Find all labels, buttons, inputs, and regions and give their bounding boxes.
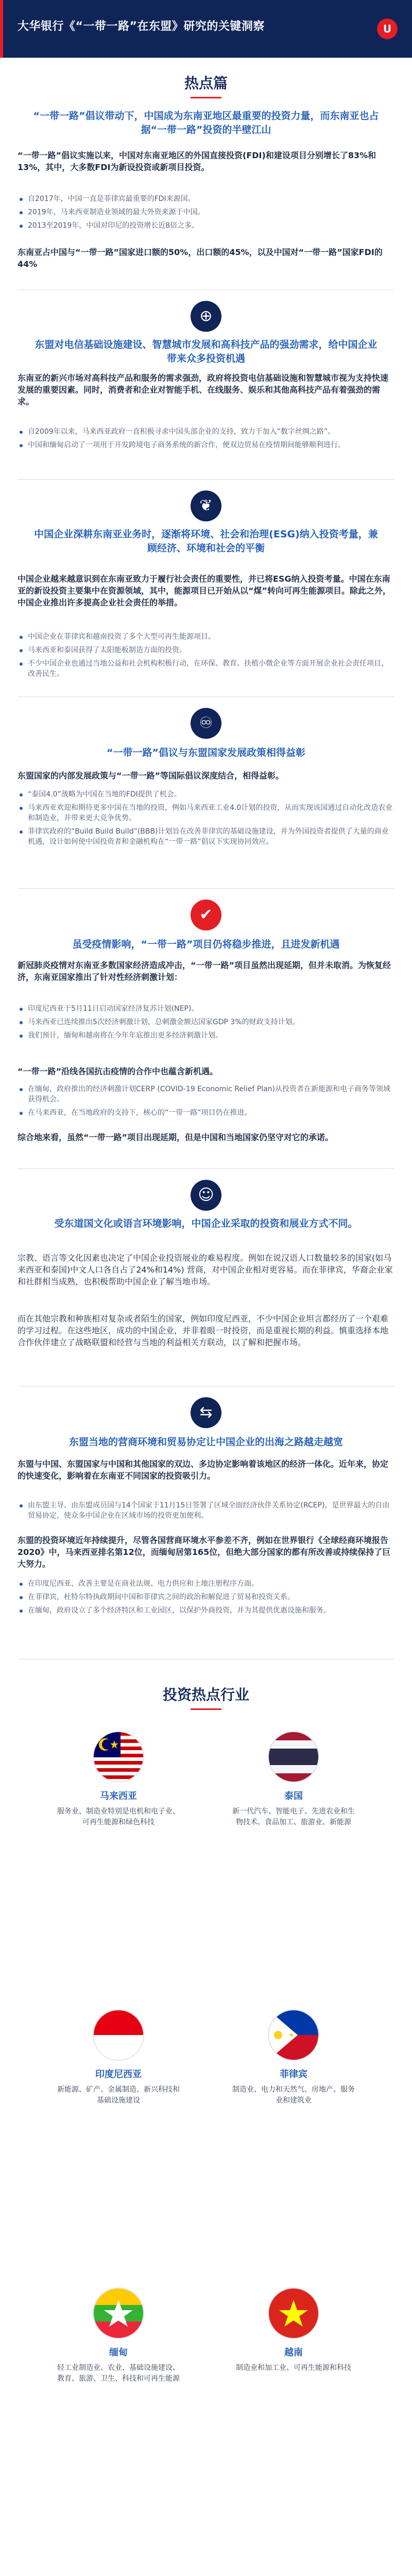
sec3-bullet-list bbox=[18, 632, 394, 682]
country-industries: 服务业、制造业特别是电机和电子业、可再生能源和绿色科技 bbox=[57, 1807, 180, 1826]
sec5-paragraph-2: “一带一路”沿线各国抗击疫情的合作中也蕴含新机遇。 bbox=[18, 1066, 218, 1076]
list-item: 在菲律宾，杜特尔特执政期间中国和菲律宾之间的政治和解促进了贸易和投资关系。 bbox=[18, 1592, 394, 1602]
divider bbox=[18, 479, 394, 480]
divider bbox=[18, 1168, 394, 1169]
country-industries: 制造业、电力和天然气、房地产、服务业和建筑业 bbox=[232, 2086, 355, 2105]
list-item: 2019年，马来西亚制造业领域的最大外资来源于中国。 bbox=[18, 207, 394, 217]
sec7-paragraph-1: 东盟与中国、东盟国家与中国和其他国家的双边、多边协定影响着该地区的经济一体化。近年来，协定的快速变化，影响着在东南亚不同国家的投资吸引力。 bbox=[18, 1459, 389, 1481]
sec4-subtitle: “一带一路”倡议与东盟国家发展政策相得益彰 bbox=[107, 747, 305, 758]
malaysia-flag-icon bbox=[93, 1731, 144, 1783]
country-name: 菲律宾 bbox=[280, 2069, 307, 2080]
sec6-subtitle: 受东道国文化或语言环境影响，中国企业采取的投资和展业方式不同。 bbox=[54, 1218, 358, 1229]
country-card-vietnam bbox=[227, 2287, 360, 2374]
sec5-bullet-list-2 bbox=[18, 1084, 394, 1121]
sec7-subtitle: 东盟当地的营商环境和贸易协定让中国企业的出海之路越走越宽 bbox=[68, 1436, 343, 1448]
sec3-subtitle: 中国企业深耕东南亚业务时，逐渐将环境、社会和治理(ESG)纳入投资考量，兼顾经济、环境和社会的平衡 bbox=[34, 529, 378, 554]
country-industries: 新一代汽车、智能电子、先进农业和生物技术、食品加工、旅游业、新能源 bbox=[232, 1807, 355, 1826]
sec7-bullet-list-1 bbox=[18, 1500, 394, 1524]
list-item: 自2017年，中国一直是菲律宾最重要的FDI来源国。 bbox=[18, 194, 394, 204]
indonesia-flag-icon bbox=[93, 2009, 144, 2061]
country-name: 越南 bbox=[284, 2347, 303, 2358]
list-item: 2013至2019年，中国对印尼的投资增长近8倍之多。 bbox=[18, 221, 394, 231]
list-item: 在缅甸，政府推出的经济刺激计划CERP (COVID-19 Economic Relief Plan)从投资者在新能源和电子商务等领域获得机会。 bbox=[18, 1084, 394, 1105]
check-badge-icon: ✔ bbox=[191, 900, 221, 930]
sec5-paragraph-3: 综合地来看，虽然“一带一路”项目出现延期，但是中国和当地国家仍坚守对它的承诺。 bbox=[18, 1132, 334, 1142]
divider bbox=[18, 888, 394, 889]
country-name: 印度尼西亚 bbox=[95, 2069, 142, 2080]
country-card-philippines bbox=[227, 2009, 360, 2106]
country-card-thailand bbox=[227, 1731, 360, 1828]
sec1-paragraph-1: “一带一路”倡议实施以来，中国对东南亚地区的外国直接投资(FDI)和建设项目分别增长了83%和13%，其中，大多数FDI为新设投资或新项目投资。 bbox=[18, 150, 376, 172]
list-item: 不少中国企业也通过当地公益和社会机构积极行动，在环保、教育、扶植小微企业等方面开展企业社会责任项目，改善民生。 bbox=[18, 658, 394, 679]
list-item: 在印度尼西亚，改善主要是在商业法规、电力供应和土地注册程序方面。 bbox=[18, 1579, 394, 1589]
leaf-icon: ❦ bbox=[191, 490, 221, 521]
sec4-bullet-list bbox=[18, 789, 394, 850]
myanmar-flag-icon bbox=[93, 2287, 144, 2339]
section-heading-hotspots: 热点篇 bbox=[0, 72, 412, 98]
sec1-paragraph-2: 东南亚占中国与“一带一路”国家进口额的50%，出口额的45%，以及中国对“一带一路”国家FDI的44% bbox=[18, 247, 383, 269]
list-item: 马来西亚欢迎和期待更多中国在当地的投资，例如马来西亚工业4.0计划的投资，从而实现该国通过自动化改造农业和制造业，并带来更大竞争优势。 bbox=[18, 803, 394, 823]
list-item: 马来西亚已连续推出5次经济刺激计划，总刺激金额达国家GDP 3%的财政支持计划。 bbox=[18, 1017, 394, 1027]
vietnam-flag-icon bbox=[268, 2287, 319, 2339]
sec5-bullet-list-1 bbox=[18, 1004, 394, 1044]
handshake-icon: ♾ bbox=[191, 708, 221, 739]
list-item: 自2009年以来，马来西亚政府一直积极寻求中国头部企业的支持，致力于加入“数字丝绸之路”。 bbox=[18, 427, 394, 437]
sec2-bullet-list bbox=[18, 427, 394, 453]
sec2-subtitle: 东盟对电信基础设施建设、智慧城市发展和高科技产品的强劲需求，给中国企业带来众多投资机遇 bbox=[35, 339, 377, 364]
list-item: 在马来西亚，在当地政府的支持下，核心的“一带一路”项目仍在推进。 bbox=[18, 1108, 394, 1118]
country-card-indonesia bbox=[52, 2009, 185, 2106]
header-banner bbox=[0, 0, 412, 58]
sec1-bullet-list bbox=[18, 194, 394, 234]
list-item: 由东盟主导、由东盟成员国与14个国家于11月15日签署了区域全面经济伙伴关系协定(RCEP)，是世界最大的自由贸易协定，使众多中国企业在区域市场的投资更加便利。 bbox=[18, 1500, 394, 1521]
sec7-paragraph-2: 东盟的投资环境近年持续提升，尽管各国营商环境水平参差不齐，例如在世界银行《全球经商环境报告2020》中，马来西亚排名第12位，而缅甸居第165位，但绝大部分国家的都有所改善或持续保持了巨大努力。 bbox=[18, 1535, 391, 1569]
sec6-paragraph-1: 宗教、语言等文化因素也决定了中国企业投资展业的难易程度。例如在说汉语人口数量较多的国家(如马来西亚和泰国)中文人口各自占了24%和14%) 营商，对中国企业相对更容易。而在菲律宾，华裔企业家和社群相当成熟，也积极帮助中国企业了解当地市场。 bbox=[18, 1253, 393, 1286]
thailand-flag-icon bbox=[268, 1731, 319, 1783]
trade-route-icon: ⇆ bbox=[191, 1397, 221, 1428]
sec5-subtitle: 虽受疫情影响，“一带一路”项目仍将稳步推进，且进发新机遇 bbox=[72, 939, 340, 950]
people-icon: ☺ bbox=[191, 1180, 221, 1211]
country-industries: 轻工业制造业、农业、基础设施建设、教育、旅游、卫生、科技和可再生能源 bbox=[57, 2364, 180, 2383]
list-item: 我们预计，缅甸和越南将在今年年底推出更多经济刺激计划。 bbox=[18, 1030, 394, 1041]
sec2-paragraph-1: 东南亚的新兴市场对高科技产品和服务的需求强劲，政府将投资电信基础设施和智慧城市视为支持快速发展的重要因素。同时，消费者和企业对智能手机、在线服务、娱乐和其他高科技产品有着强劲的需求。 bbox=[18, 373, 389, 406]
list-item: “泰国4.0”战略为中国在当地的FDI提供了机会。 bbox=[18, 789, 394, 800]
sec6-paragraph-2: 而在其他宗教和种族相对复杂或者陌生的国家，例如印度尼西亚，不少中国企业坦言都经历了一个艰难的学习过程。在这些地区，成功的中国企业，并非着眼一时投资，而是重视长期的利益。慎重选择本地合作伙伴建立了战略联盟和经营与当地的利益相关方联动，以了解和把握市场。 bbox=[18, 1314, 389, 1347]
country-name: 泰国 bbox=[284, 1791, 303, 1802]
sec3-paragraph-1: 中国企业越来越意识到在东南亚致力于履行社会责任的重要性，并已将ESG纳入投资考量。中国在东南亚的新设投资主要集中在资源领域，其中，能源项目已开始从以“煤”转向可再生能源项目。除此之外，中国企业推出许多提高企业社会责任的举措。 bbox=[18, 574, 391, 607]
list-item: 中国企业在菲律宾和越南投资了多个大型可再生能源项目。 bbox=[18, 632, 394, 642]
list-item: 印度尼西亚于5月11日启动国家经济复苏计划(NEP)。 bbox=[18, 1004, 394, 1014]
sec4-paragraph-1: 东盟国家的内部发展政策与“一带一路”等国际倡议深度结合，相得益彰。 bbox=[18, 771, 284, 781]
sec5-paragraph-1: 新冠肺炎疫情对东南亚多数国家经济造成冲击，“一带一路”项目虽然出现延期，但并未取消。为恢复经济，东南亚国家推出了针对性经济刺激计划： bbox=[18, 960, 391, 982]
philippines-flag-icon bbox=[268, 2009, 319, 2061]
country-name: 缅甸 bbox=[109, 2347, 128, 2358]
sec7-bullet-list-2 bbox=[18, 1579, 394, 1619]
section-heading-industries: 投资热点行业 bbox=[0, 1684, 412, 1710]
country-card-malaysia bbox=[52, 1731, 185, 1828]
bank-logo: U bbox=[377, 19, 398, 39]
sec1-subtitle: “一带一路”倡议带动下，中国成为东南亚地区最重要的投资力量，而东南亚也占据“一带一路”投资的半壁江山 bbox=[33, 110, 379, 135]
country-card-myanmar bbox=[52, 2287, 185, 2384]
country-industries: 制造业和加工业、可再生能源和科技 bbox=[236, 2364, 351, 2372]
list-item: 中国和缅甸启动了一项用于开发跨境电子商务系统的新合作，便双边贸易在疫情期间能够顺利进行。 bbox=[18, 440, 394, 450]
list-item: 马来西亚和泰国获得了太阳能板制造方面的投资。 bbox=[18, 645, 394, 655]
page-title: 大华银行《“一带一路”在东盟》研究的关键洞察 bbox=[18, 20, 265, 33]
header-accent-bar bbox=[0, 0, 3, 58]
country-industries: 新能源、矿产、金属制造、新兴科技和基础设施建设 bbox=[57, 2086, 180, 2105]
globe-network-icon: ⊕ bbox=[191, 301, 221, 332]
country-name: 马来西亚 bbox=[100, 1791, 137, 1802]
list-item: 在缅甸，政府设立了多个经济特区和工业园区，以保护外商投资，并为其提供优惠设施和服务。 bbox=[18, 1605, 394, 1616]
list-item: 菲律宾政府的“Build Build Build”(BBB)计划旨在改善菲律宾的基础设施建设，并为外国投资者提供了大量的商业机遇，设计如何使中国投资者和金融机构在“一带一路”倡议下实现协同效应。 bbox=[18, 826, 394, 847]
